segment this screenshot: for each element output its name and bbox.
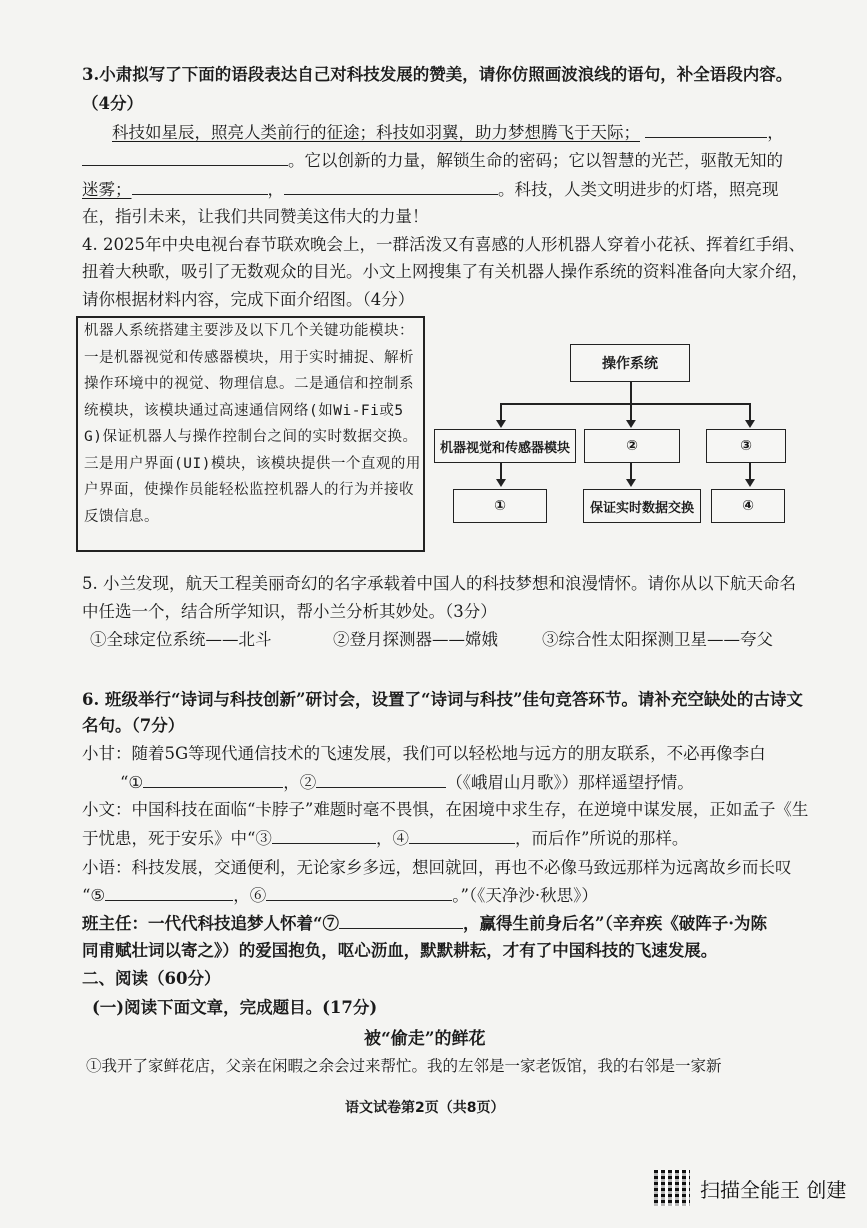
- answer-blank-q6-4[interactable]: [409, 827, 515, 844]
- q3-stem: 3.小肃拟写了下面的语段表达自己对科技发展的赞美，请你仿照画波浪线的语句，补全语段内容。: [82, 65, 793, 84]
- q4-stem-3: 请你根据材料内容，完成下面介绍图。（4分）: [82, 290, 415, 309]
- q3-line-4: 迷雾； ， 。科技，人类文明进步的灯塔，照亮现: [82, 180, 779, 199]
- q5-stem-1: 5. 小兰发现，航天工程美丽奇幻的名字承载着中国人的科技梦想和浪漫情怀。请你从以下航天命名: [82, 574, 796, 593]
- diagram-connector: [500, 403, 750, 405]
- q6-xiaoyu-2: “⑤ ，⑥ 。”（《天净沙·秋思》）: [82, 886, 598, 905]
- arrow-icon: [496, 420, 506, 428]
- qr-code-icon: [654, 1170, 690, 1206]
- q6-xiaogan-1: 小甘：随着5G等现代通信技术的飞速发展，我们可以轻松地与远方的朋友联系，不必再像李白: [82, 744, 766, 763]
- diagram-mid[interactable]: ②: [584, 429, 680, 463]
- diagram-right-child[interactable]: ④: [711, 489, 785, 523]
- answer-blank-q6-7[interactable]: [339, 912, 463, 929]
- diagram-connector: [630, 382, 632, 404]
- diagram-mid-child: 保证实时数据交换: [583, 489, 701, 523]
- q6-xiaowen-1: 小文：中国科技在面临“卡脖子”难题时毫不畏惧，在困境中求生存，在逆境中谋发展，正如孟子《生: [82, 800, 809, 819]
- q4-stem-2: 扭着大秧歌，吸引了无数观众的目光。小文上网搜集了有关机器人操作系统的资料准备向大家介绍，: [82, 262, 808, 281]
- diagram-root: 操作系统: [570, 344, 690, 382]
- arrow-icon: [496, 479, 506, 487]
- answer-blank-q6-3[interactable]: [272, 827, 376, 844]
- diagram-connector: [500, 463, 502, 479]
- q6-xiaoyu-1: 小语：科技发展，交通便利，无论家乡多远，想回就回，再也不必像马致远那样为远离故乡而长叹: [82, 858, 792, 877]
- arrow-icon: [626, 420, 636, 428]
- q6-teacher-1: 班主任：一代代科技追梦人怀着“⑦ ，赢得生前身后名”（辛弃疾《破阵子·为陈: [82, 914, 767, 933]
- answer-blank-q6-6[interactable]: [266, 884, 452, 901]
- article-paragraph-1: ①我开了家鲜花店，父亲在闲暇之余会过来帮忙。我的左邻是一家老饭馆，我的右邻是一家新: [86, 1057, 722, 1075]
- diagram-connector: [749, 403, 751, 420]
- q5-option-2: ②登月探测器——嫦娥: [333, 630, 498, 649]
- material-text: 机器人系统搭建主要涉及以下几个关键功能模块：一是机器视觉和传感器模块，用于实时捕捉、解析操作环境中的视觉、物理信息。二是通信和控制系统模块，该模块通过高速通信网络(如Wi-Fi或5G)保证机器人与操作控制台之间的实时数据交换。三是用户界面(UI)模块，该模块提供一个直观的用户界面，使操作员能轻松监控机器人的行为并接收反馈信息。: [84, 323, 421, 525]
- answer-blank-q6-5[interactable]: [105, 884, 233, 901]
- diagram-connector: [500, 403, 502, 420]
- arrow-icon: [626, 479, 636, 487]
- answer-blank-q6-2[interactable]: [316, 771, 446, 788]
- q3-wavy-sentence: 科技如星辰，照亮人类前行的征途；科技如羽翼，助力梦想腾飞于天际； ，: [112, 123, 784, 142]
- diagram-connector: [630, 403, 632, 420]
- diagram-connector: [630, 463, 632, 479]
- q5-option-3: ③综合性太阳探测卫星——夸父: [542, 630, 773, 649]
- diagram-right[interactable]: ③: [706, 429, 786, 463]
- q6-teacher-2: 同甫赋壮词以寄之》）的爱国抱负，呕心沥血，默默耕耘，才有了中国科技的飞速发展。: [82, 941, 718, 960]
- q6-xiaogan-2: “① ，② （《峨眉山月歌》）那样遥望抒情。: [120, 773, 694, 792]
- q3-line-3: 。它以创新的力量，解锁生命的密码；它以智慧的光芒，驱散无知的: [82, 149, 783, 172]
- q3-line-5: 在，指引未来，让我们共同赞美这伟大的力量！: [82, 207, 429, 226]
- answer-blank-3[interactable]: [132, 178, 268, 195]
- q3-score: （4分）: [82, 94, 143, 113]
- answer-blank-1[interactable]: [645, 121, 767, 138]
- scanner-watermark: [654, 1170, 846, 1206]
- arrow-icon: [745, 479, 755, 487]
- wavy-text: 科技如星辰，照亮人类前行的征途；科技如羽翼，助力梦想腾飞于天际；: [112, 123, 640, 142]
- arrow-icon: [745, 420, 755, 428]
- answer-blank-q6-1[interactable]: [143, 771, 283, 788]
- answer-blank-4[interactable]: [284, 178, 498, 195]
- page-footer: 语文试卷第2页（共8页）: [345, 1100, 505, 1116]
- subsection-heading: (一)阅读下面文章，完成题目。(17分): [92, 998, 378, 1017]
- q5-option-1: ①全球定位系统——北斗: [90, 630, 272, 649]
- q5-stem-2: 中任选一个，结合所学知识，帮小兰分析其妙处。（3分）: [82, 602, 497, 621]
- diagram-left-child[interactable]: ①: [453, 489, 547, 523]
- section-heading: 二、阅读（60分）: [82, 969, 221, 988]
- diagram-connector: [749, 463, 751, 479]
- q6-xiaowen-2: 于忧患，死于安乐》中“③ ，④ ，而后作”所说的那样。: [82, 829, 689, 848]
- diagram-left: 机器视觉和传感器模块: [434, 429, 576, 463]
- answer-blank-2[interactable]: [82, 149, 288, 166]
- q6-stem-2: 名句。（7分）: [82, 716, 185, 735]
- q6-stem-1: 6. 班级举行“诗词与科技创新”研讨会，设置了“诗词与科技”佳句竞答环节。请补充空缺处的古诗文: [82, 690, 803, 709]
- watermark-text: 扫描全能王 创建: [700, 1177, 847, 1202]
- article-title: 被“偷走”的鲜花: [364, 1029, 486, 1049]
- q4-stem-1: 4. 2025年中央电视台春节联欢晚会上，一群活泼又有喜感的人形机器人穿着小花袄、挥着红手绢、: [82, 235, 805, 254]
